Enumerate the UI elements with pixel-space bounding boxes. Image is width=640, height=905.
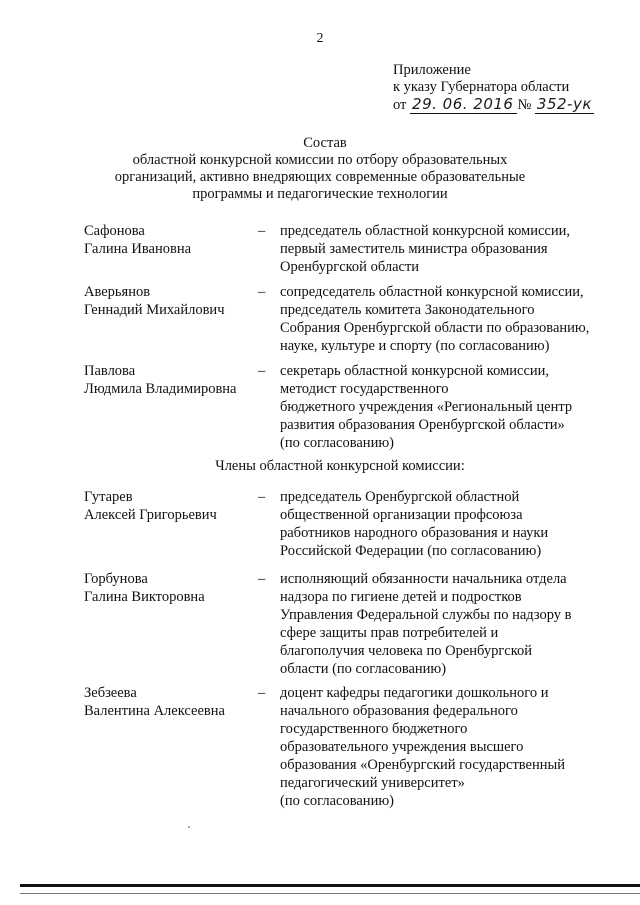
role-line: (по согласованию) (280, 435, 394, 451)
role-line: сопредседатель областной конкурсной комиссии, (280, 284, 584, 300)
person-name (84, 362, 254, 398)
page-bottom-edge (20, 884, 640, 887)
person-role (280, 222, 610, 276)
person-name (84, 684, 254, 720)
scan-speck (188, 826, 190, 828)
title-line: организаций, активно внедряющих современные образовательные (114, 169, 526, 185)
person-name (84, 283, 254, 319)
role-line: сфере защиты прав потребителей и (280, 625, 499, 641)
appendix-subtitle: к указу Губернатора области (393, 79, 570, 95)
role-line: образования «Оренбургский государственный (280, 757, 566, 773)
handwritten-number: 352-ук (536, 95, 592, 113)
dash: – (258, 571, 266, 587)
surname: Павлова (84, 363, 136, 379)
role-line: Управления Федеральной службы по надзору в (280, 607, 572, 623)
dash: – (258, 223, 266, 239)
given-names: Галина Викторовна (84, 589, 205, 605)
document-title (0, 135, 640, 203)
appendix-date-line (393, 96, 594, 114)
role-line: области (по согласованию) (280, 661, 447, 677)
given-names: Валентина Алексеевна (84, 703, 225, 719)
surname: Аверьянов (84, 284, 151, 300)
role-line: общественной организации профсоюза (280, 507, 523, 523)
given-names: Алексей Григорьевич (84, 507, 217, 523)
surname: Горбунова (84, 571, 148, 587)
members-heading: Члены областной конкурсной комиссии: (215, 458, 465, 474)
person-role (280, 684, 610, 810)
role-line: бюджетного учреждения «Региональный центр (280, 399, 573, 415)
title-line: Состав (303, 135, 347, 151)
role-line: председатель областной конкурсной комиссии, (280, 223, 570, 239)
surname: Зебзеева (84, 685, 137, 701)
dash: – (258, 489, 266, 505)
number-sign: № (517, 97, 532, 113)
role-line: председатель Оренбургской областной (280, 489, 520, 505)
dash: – (258, 284, 266, 300)
title-line: областной конкурсной комиссии по отбору образовательных (132, 152, 508, 168)
given-names: Людмила Владимировна (84, 381, 237, 397)
role-line: Российской Федерации (по согласованию) (280, 543, 542, 559)
title-line: программы и педагогические технологии (192, 186, 448, 202)
person-name (84, 222, 254, 258)
given-names: Геннадий Михайлович (84, 302, 225, 318)
role-line: образовательного учреждения высшего (280, 739, 524, 755)
handwritten-date: 29. 06. 2016 (410, 96, 517, 114)
role-line: доцент кафедры педагогики дошкольного и (280, 685, 549, 701)
role-line: Собрания Оренбургской области по образованию, (280, 320, 590, 336)
role-line: исполняющий обязанности начальника отдела (280, 571, 567, 587)
from-label: от (393, 97, 407, 113)
role-line: надзора по гигиене детей и подростков (280, 589, 522, 605)
role-line: (по согласованию) (280, 793, 394, 809)
role-line: государственного бюджетного (280, 721, 468, 737)
person-name (84, 488, 254, 524)
role-line: методист государственного (280, 381, 449, 397)
page-bottom-edge-shadow (20, 893, 640, 894)
surname: Сафонова (84, 223, 145, 239)
appendix-title: Приложение (393, 62, 471, 78)
dash: – (258, 685, 266, 701)
role-line: науке, культуре и спорту (по согласованию) (280, 338, 550, 354)
role-line: развития образования Оренбургской области» (280, 417, 565, 433)
role-line: начального образования федерального (280, 703, 518, 719)
role-line: секретарь областной конкурсной комиссии, (280, 363, 550, 379)
appendix-header (393, 62, 594, 114)
role-line: работников народного образования и науки (280, 525, 549, 541)
page-number: 2 (316, 31, 324, 46)
person-role (280, 283, 610, 355)
given-names: Галина Ивановна (84, 241, 192, 257)
role-line: первый заместитель министра образования (280, 241, 548, 257)
role-line: Оренбургской области (280, 259, 420, 275)
dash: – (258, 363, 266, 379)
person-name (84, 570, 254, 606)
surname: Гутарев (84, 489, 133, 505)
role-line: председатель комитета Законодательного (280, 302, 535, 318)
role-line: благополучия человека по Оренбургской (280, 643, 533, 659)
person-role (280, 362, 610, 452)
person-role (280, 570, 610, 678)
person-role (280, 488, 610, 560)
role-line: педагогический университет» (280, 775, 465, 791)
